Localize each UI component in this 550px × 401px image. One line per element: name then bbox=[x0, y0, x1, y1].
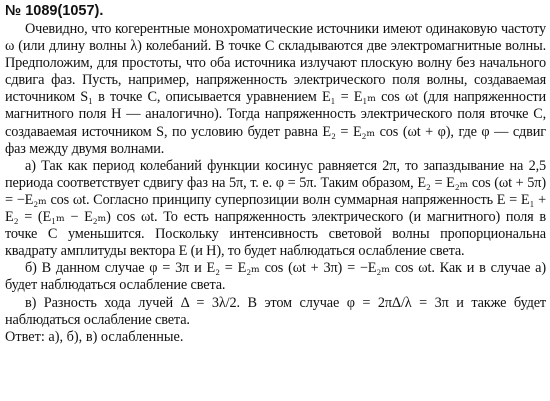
paragraph-case-a: а) Так как период колебаний функции косинус равняется 2π, то запаздывание на 2,5 периода соответствует сдвигу фаз на 5π, т. е. φ = 5π. Таким образом, E₂ = E₂ₘ cos (ωt + 5π) = −E₂ₘ cos ωt. Согласно принципу суперпозиции волн суммарная напряженность E = E₁ + E₂ = (E₁ₘ − E₂ₘ) cos ωt. То есть напряженность электрического (и магнитного) поля в точке C уменьшится. Поскольку интенсивность световой волны пропорциональна квадрату амплитуды вектора E (и H), то будет наблюдаться ослабление света. bbox=[5, 157, 546, 260]
paragraph-case-b: б) В данном случае φ = 3π и E₂ = E₂ₘ cos (ωt + 3π) = −E₂ₘ cos ωt. Как и в случае а) будет наблюдаться ослабление света. bbox=[5, 260, 546, 294]
paragraph-case-c: в) Разность хода лучей Δ = 3λ/2. В этом случае φ = 2πΔ/λ = 3π и также будет наблюдаться ослабление света. bbox=[5, 294, 546, 328]
answer-line: Ответ: а), б), в) ослабленные. bbox=[5, 328, 184, 345]
problem-number: № 1089(1057). bbox=[5, 3, 104, 19]
paragraph-intro: Очевидно, что когерентные монохроматические источники имеют одинаковую частоту ω (или длину волны λ) колебаний. В точке C складываются две электромагнитные волны. Предположим, для простоты, что оба источника излучают плоскую волну без начального сдвига фаз. Пусть, например, напряженность электрического поля волны, создаваемая источником S₁ в точке C, описывается уравнением E₁ = E₁ₘ cos ωt (для напряженности магнитного поля H — аналогично). Тогда напряженность электрического поля вточке C, создаваемая источником S, по условию будет равна E₂ = E₂ₘ cos (ωt + φ), где φ — сдвиг фаз между двумя волнами. bbox=[5, 21, 546, 157]
